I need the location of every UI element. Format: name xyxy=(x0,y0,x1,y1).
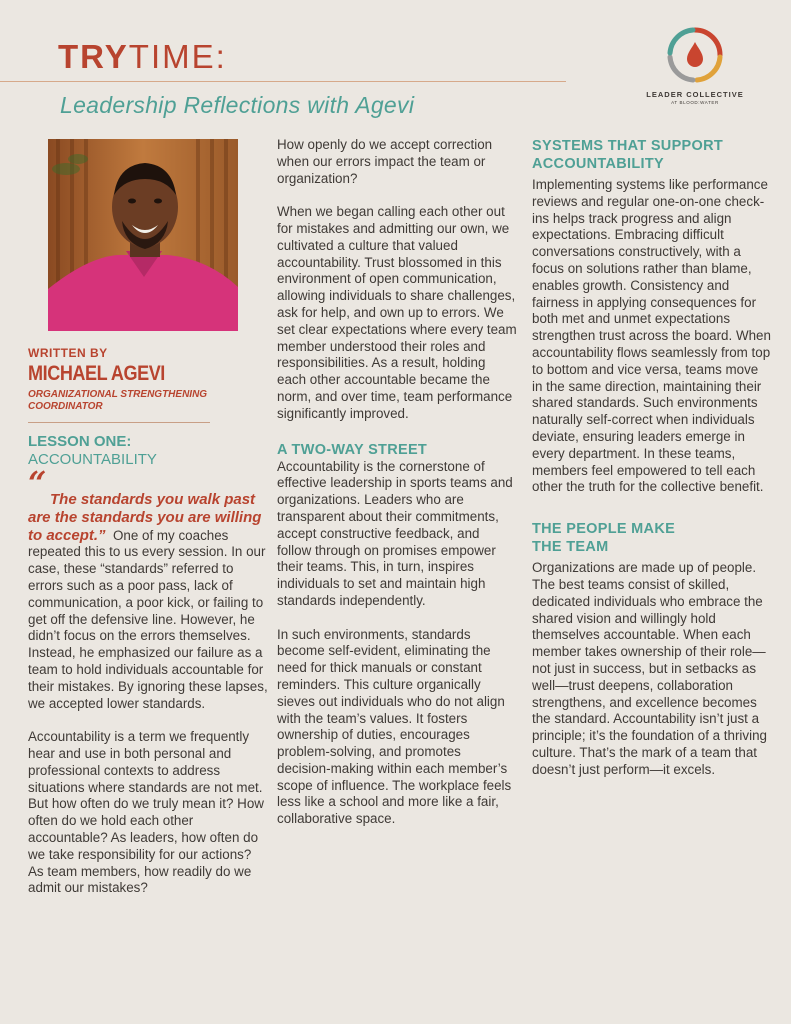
author-name: MICHAEL AGEVI xyxy=(28,362,165,385)
logo-sub: AT BLOOD:WATER xyxy=(671,100,719,105)
pull-quote: The standards you walk past are the standards you are willing to accept.” xyxy=(28,491,262,544)
author-role: ORGANIZATIONAL STRENGTHENING COORDINATOR xyxy=(28,389,208,412)
col1-paragraph-1: One of my coaches repeated this to us every session. In our case, these “standards” referred to errors such as a poor pass, lack of communication, a poor kick, or failing to get off the defensive line. However, he didn’t focus on the errors themselves. Instead, he emphasized our failure as a team to hold individuals accountable for their mistakes. By ignoring these lapses, we accepted lower standards. xyxy=(28,527,268,711)
written-by-label: WRITTEN BY xyxy=(28,346,108,360)
lesson-subtitle: ACCOUNTABILITY xyxy=(28,451,157,468)
page-title xyxy=(58,40,227,73)
column-one xyxy=(28,346,268,914)
col2-paragraph-2: When we began calling each other out for mistakes and admitting our own, we cultivated a culture that valued accountability. Trust blossomed in this environment of open communication, allowing individuals to share challenges, ask for help, and own up to errors. We set clear expectations where every team member understood their roles and responsibilities. As a result, holding each other accountable became the norm, and over time, team performance significantly improved. xyxy=(277,204,517,421)
lesson-title: LESSON ONE: xyxy=(28,433,132,450)
author-photo xyxy=(48,139,238,331)
title-light: TIME: xyxy=(128,38,227,75)
col1-paragraph-2: Accountability is a term we frequently hear and use in both personal and professional contexts to address situations where standards are not met. But how often do we truly mean it? How often do we hold each other accountable? As leaders, how often do we take responsibility for our actions? As team members, how readily do we admit our mistakes? xyxy=(28,729,264,896)
heading-two-way-street: A TWO-WAY STREET xyxy=(277,441,428,458)
column-two xyxy=(277,137,517,845)
col2-paragraph-3: Accountability is the cornerstone of effective leadership in sports teams and organizations. Leaders who are transparent about their commitments, accept constructive feedback, and follow through on promises empower their teams. This, in turn, inspires individuals to set and maintain high standards independently. xyxy=(277,458,513,608)
leader-collective-logo xyxy=(640,24,750,105)
heading-systems: SYSTEMS THAT SUPPORT ACCOUNTABILITY xyxy=(532,138,724,172)
col3-paragraph-2: Organizations are made up of people. The best teams consist of skilled, dedicated individuals who embrace the shared vision and willingly hold themselves accountable. When each member takes ownership of their role—not just in success, but in setbacks as well—trust deepens, collaboration strengthens, and excellence becomes the standard. Accountability isn’t just a principle; it’s the foundation of a thriving culture. That’s the mark of a team that doesn’t just perform—it excels. xyxy=(532,560,767,777)
header-rule xyxy=(0,81,566,82)
quote-mark-icon: “ xyxy=(28,464,47,502)
blood-drop-logo-icon xyxy=(664,24,726,86)
logo-name: LEADER COLLECTIVE xyxy=(646,90,744,99)
heading-people: THE PEOPLE MAKE THE TEAM xyxy=(532,521,676,556)
column-three xyxy=(532,137,772,795)
author-divider xyxy=(28,422,210,423)
col3-paragraph-1: Implementing systems like performance reviews and regular one-on-one check-ins helps track progress and align expectations. Embracing difficult conversations constructively, with a focus on solutions rather than blame, enables growth. Consistency and fairness in applying consequences for both met and unmet expectations strengthen trust across the board. When accountability flows seamlessly from top to bottom and vice versa, teams move in the same direction, maintaining their shared standards. Such environments naturally self-correct when individuals deviate, ensuring leaders emerge in every department. In these teams, members feel empowered to tell each other the truth for the collective benefit. xyxy=(532,177,771,495)
quote-paragraph xyxy=(28,491,268,712)
page-subtitle: Leadership Reflections with Agevi xyxy=(60,92,415,118)
col2-paragraph-1: How openly do we accept correction when our errors impact the team or organization? xyxy=(277,137,493,186)
title-bold: TRY xyxy=(58,38,129,75)
col2-paragraph-4: In such environments, standards become self-evident, eliminating the need for thick manuals or constant reminders. This culture organically sieves out individuals who do not align with the team’s values. It fosters ownership of duties, encourages problem-solving, and promotes decision-making within each member’s scope of influence. The workplace feels less like a school and more like a fair, collaborative space. xyxy=(277,626,512,827)
